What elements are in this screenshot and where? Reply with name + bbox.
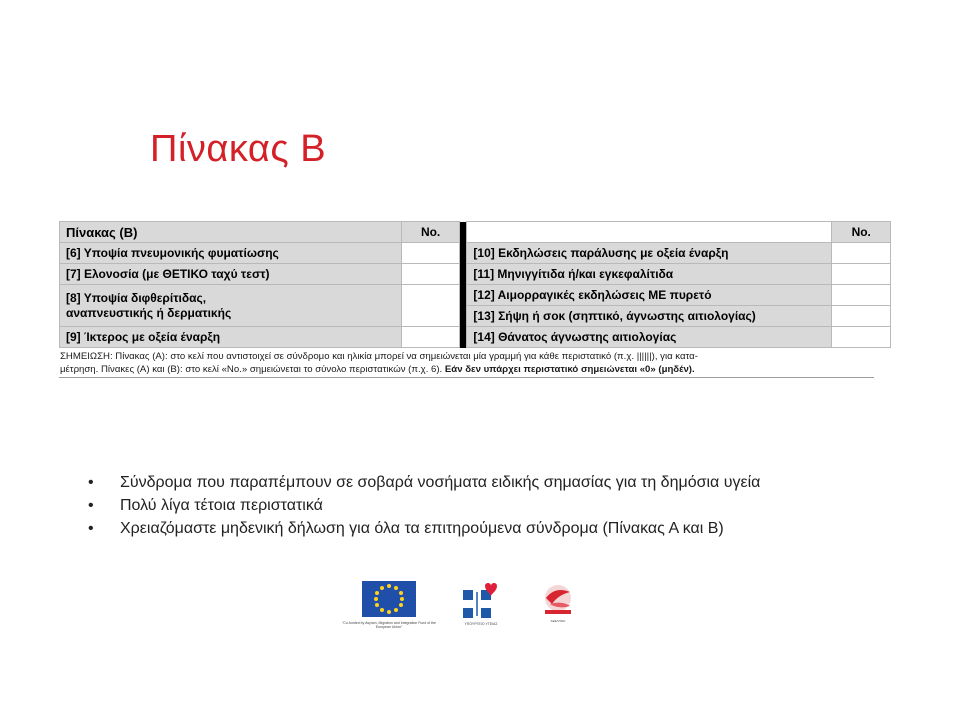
table-cell-num-10[interactable] (832, 243, 891, 264)
eu-flag-icon (362, 581, 416, 617)
logo-strip (340, 578, 580, 638)
eu-caption: "Co-funded by Asylum, Migration and Integration Fund of the European Union" (342, 621, 436, 629)
table-note-line1: ΣΗΜΕΙΩΣΗ: Πίνακας (Α): στο κελί που αντιστοιχεί σε σύνδρομο και ηλικία μπορεί να σημειώνεται μία γραμμή για κάθε περιστατικό (π.χ. ||||||), για κατα- (60, 351, 698, 362)
table-note-line2-wrap (60, 363, 891, 376)
table-row-right-13: [13] Σήψη ή σοκ (σηπτικό, άγνωστης αιτιολογίας) (467, 306, 832, 327)
table-cell-num-12[interactable] (832, 285, 891, 306)
syndrome-table (59, 221, 891, 348)
table-header-num-right: No. (832, 222, 891, 243)
bullet-item: • Πολύ λίγα τέτοια περιστατικά (88, 494, 760, 517)
table-note-bold: Εάν δεν υπάρχει περιστατικό σημειώνεται «0» (μηδέν). (444, 364, 695, 375)
syndrome-table-figure (59, 221, 891, 378)
table-header-right-blank (467, 222, 832, 243)
bullet-list (88, 471, 760, 540)
table-note-line2: μέτρηση. Πίνακες (Α) και (Β): στο κελί «No.» σημειώνεται το σύνολο περιστατικών (π.χ. 6). (60, 364, 443, 375)
table-row-left-6: [6] Υποψία πνευμονικής φυματίωσης (60, 243, 402, 264)
bullet-item: • Χρειαζόμαστε μηδενική δήλωση για όλα τα επιτηρούμενα σύνδρομα (Πίνακας Α και Β) (88, 517, 760, 540)
table-header-num-left: No. (401, 222, 459, 243)
slide-title: Πίνακας Β (150, 128, 327, 170)
table-row-right-14: [14] Θάνατος άγνωστης αιτιολογίας (467, 327, 832, 348)
table-cell-num-9[interactable] (401, 327, 459, 348)
table-row-right-10: [10] Εκδηλώσεις παράλυσης με οξεία έναρξη (467, 243, 832, 264)
ministry-of-health-logo-icon (461, 580, 501, 620)
bullet-item: • Σύνδρομα που παραπέμπουν σε σοβαρά νοσήματα ειδικής σημασίας για τη δημόσια υγεία (88, 471, 760, 494)
moh-caption: ΥΠΟΥΡΓΕΙΟ ΥΓΕΙΑΣ (464, 622, 498, 626)
table-note (59, 350, 891, 376)
table-row-left-8-text: [8] Υποψία διφθερίτιδας, αναπνευστικής ή δερματικής (66, 290, 232, 320)
table-row-right-11: [11] Μηνιγγίτιδα ή/και εγκεφαλίτιδα (467, 264, 832, 285)
table-row-left-7: [7] Ελονοσία (με ΘΕΤΙΚΟ ταχύ τεστ) (60, 264, 402, 285)
table-divider (460, 222, 467, 348)
table-row-left-9: [9] Ίκτερος με οξεία έναρξη (60, 327, 402, 348)
table-cell-num-11[interactable] (832, 264, 891, 285)
table-header-left: Πίνακας (Β) (60, 222, 402, 243)
migration-service-logo-icon (536, 582, 580, 622)
table-cell-num-6[interactable] (401, 243, 459, 264)
table-row-left-8 (60, 285, 402, 327)
table-row-right-12: [12] Αιμορραγικές εκδηλώσεις ΜΕ πυρετό (467, 285, 832, 306)
table-cell-num-13[interactable] (832, 306, 891, 327)
mig-caption: ΚΕΕΛΠΝΟ (550, 619, 566, 623)
table-cell-num-7[interactable] (401, 264, 459, 285)
table-cell-num-8[interactable] (401, 285, 459, 327)
table-bottom-rule (59, 377, 874, 378)
table-cell-num-14[interactable] (832, 327, 891, 348)
